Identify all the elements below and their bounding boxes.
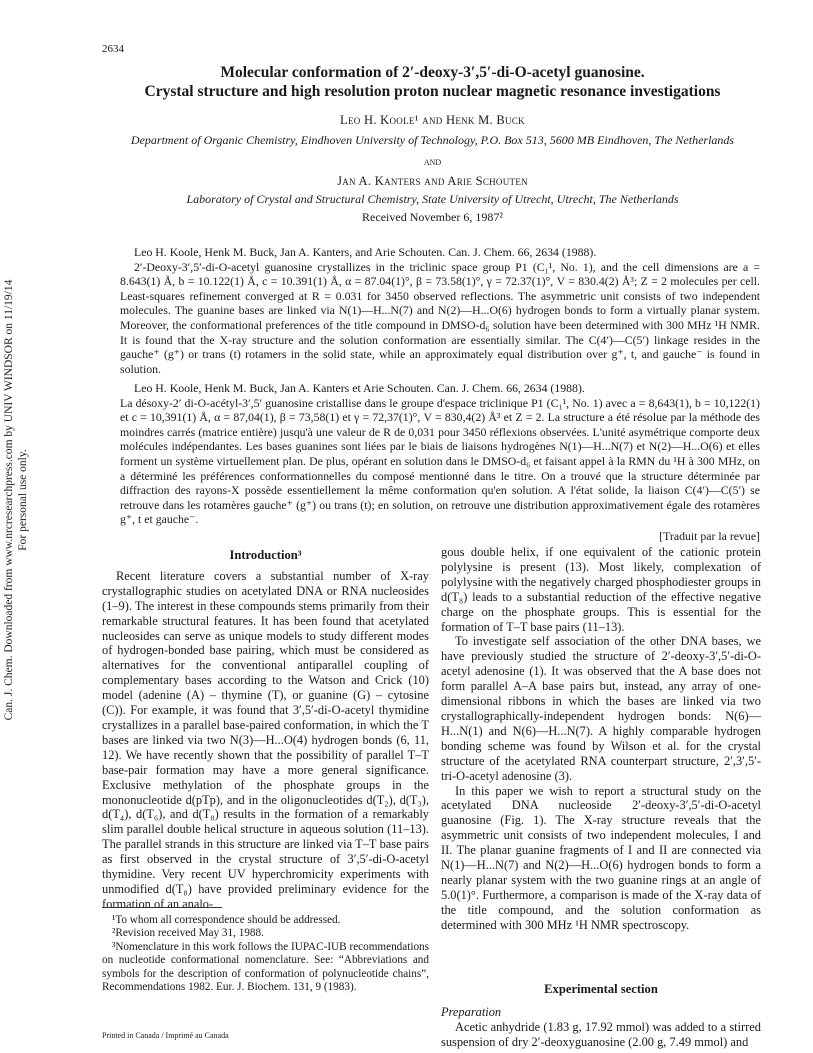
authors-group1: Leo H. Koole¹ and Henk M. Buck xyxy=(340,113,525,127)
title-line1: Molecular conformation of 2′-deoxy-3′,5′-di-O-acetyl guanosine. xyxy=(220,64,645,81)
title-line2: Crystal structure and high resolution proton nuclear magnetic resonance investigations xyxy=(144,83,721,100)
article-header xyxy=(105,63,760,225)
page-number: 2634 xyxy=(102,43,124,55)
download-stamp-line1: Can. J. Chem. Downloaded from www.nrcresearchpress.com by UNIV WINDSOR on 11/19/14 xyxy=(3,279,15,721)
preparation-text: Acetic anhydride (1.83 g, 17.92 mmol) was added to a stirred suspension of dry 2′-deoxyguanosine (2.00 g, 7.49 mmol) and xyxy=(441,1019,761,1049)
intro-paragraph-1-continued: gous double helix, if one equivalent of the cationic protein polylysine is present (13). Most likely, complexation of polylysine with the negatively charged phosphodiester groups in d(T₈) leads to a substantial reduction of the effective negative charge on the phosphate groups. This is essential for the formation of T–T base pairs (11–13). xyxy=(441,545,761,634)
footnote-1: ¹To whom all correspondence should be addressed. xyxy=(112,914,341,926)
preparation-subheading: Preparation xyxy=(441,1004,502,1019)
experimental-section xyxy=(441,982,761,1050)
footnote-2: ²Revision received May 31, 1988. xyxy=(112,927,264,940)
and-separator: and xyxy=(423,156,442,168)
intro-paragraph-2: To investigate self association of the other DNA bases, we have previously studied the structure of 2′-deoxy-3′,5′-di-O-acetyl adenosine (1). It was observed that the A base does not form parallel A–A base pairs but, instead, any array of one-dimensional ribbons in which the bases are linked via two crystallographically-independent hydrogen bonds: N(6)—H...N(1) and N(6)—H...N(7). A highly comparable hydrogen bonding scheme was found by Wilson et al. for the crystal structure of the acetylated RNA counterpart structure, 2′,3′,5′-tri-O-acetyl adenosine (3). xyxy=(441,634,761,783)
experimental-heading: Experimental section xyxy=(544,982,658,996)
abstract-en-citation: Leo H. Koole, Henk M. Buck, Jan A. Kanters, and Arie Schouten. Can. J. Chem. 66, 2634 (1988). xyxy=(134,245,597,259)
article-title xyxy=(105,63,760,101)
printed-in-canada: Printed in Canada / Imprimé au Canada xyxy=(102,1031,229,1040)
introduction-heading: Introduction³ xyxy=(229,548,302,562)
footnote-rule xyxy=(102,907,222,908)
intro-paragraph-1: Recent literature covers a substantial number of X-ray crystallographic studies on acetylated DNA or RNA nucleosides (1–9). The interest in these compounds stems primarily from their remarkable structural features. It has been found that acetylated nucleosides can serve as unique models to study different modes of hydrogen-bonded base pairing, which must be considered as alternatives for the conventional antiparallel coupling of complementary bases according to the Watson and Crick (10) model (adenine (A) – thymine (T), or guanine (G) – cytosine (C)). For example, it was found that 3′,5′-di-O-acetyl thymidine crystallizes in a parallel base-paired conformation, in which the T bases are linked via two N(3)—H...O(4) hydrogen bonds (6, 11, 12). We have recently shown that the possibility of parallel T–T base-pair formation may have a more general significance. Exclusive methylation of the phosphate groups in the mononucleotide d(pTp), and in the oligonucleotides d(T₂), d(T₃), d(T₄), d(T₆), and d(T₈) results in the formation of a remarkably slim parallel double helical structure in aqueous solution (11–13). The parallel strands in this structure are linked via T–T base pairs as first observed in the crystal structure of 3′,5′-di-O-acetyl thymidine. Very recent UV hyperchromicity experiments with unmodified d(T₈) have provided preliminary evidence for the formation of an analo- xyxy=(102,568,429,911)
received-date: Received November 6, 1987² xyxy=(362,210,503,224)
footnote-3: ³Nomenclature in this work follows the IUPAC-IUB recommendations on nucleotide conformational nomenclature. See: “Abbreviations and symbols for the description of conformation of polynucleotide chains”, Recommendations 1982. Eur. J. Biochem. 131, 9 (1983). xyxy=(102,940,429,994)
abstract-english xyxy=(120,245,760,376)
affiliation-utrecht: Laboratory of Crystal and Structural Chemistry, State University of Utrecht, Utrecht, The Netherlands xyxy=(186,192,679,206)
translator-note: [Traduit par la revue] xyxy=(659,528,760,543)
footnotes xyxy=(102,907,429,994)
abstract-en-text: 2′-Deoxy-3′,5′-di-O-acetyl guanosine crystallizes in the triclinic space group P1 (C₁¹, No. 1), and the cell dimensions are a = 8.643(1) Å, b = 10.122(1) Å, c = 10.391(1) Å, α = 87.04(1)°, β = 73.58(1)°, γ = 72.37(1)°, V = 830.4(2) Å³; Z = 2 molecules per cell. Least-squares refinement converged at R = 0.031 for 3450 observed reflections. The asymmetric unit consists of two independent molecules. The guanine bases are linked via N(1)—H...N(7) and N(2)—H...O(6) hydrogen bonds to form a virtually planar system. Moreover, the conformational preferences of the title compound in DMSO-d₆ solution have been determined with 300 MHz ¹H NMR. It is found that the X-ray structure and the solution conformation are essentially similar. The C(4′)—C(5′) linkage resides in the gauche⁺ (g⁺) or trans (t) rotamers in the solid state, while an approximately equal distribution over g⁺, t, and gauche⁻ is found in solution. xyxy=(120,259,760,376)
abstract-fr-text: La désoxy-2′ di-O-acétyl-3′,5′ guanosine cristallise dans le groupe d'espace triclinique P1 (C₁¹, No. 1) avec a = 8,643(1), b = 10,122(1) et c = 10,391(1) Å, α = 87,04(1), β = 73,58(1) et γ = 72,37(1)°, V = 830,4(2) Å³ et Z = 2. La structure a été résolue par la méthode des moindres carrés (matrice entière) jusqu'à une valeur de R de 0,031 pour 3450 réflexions observées. L'unité asymétrique comporte deux molécules indépendantes. Les bases guanines sont liées par le biais de liaisons hydrogènes N(1)—H...N(7) et N(2)—H...O(6) et elles forment un système virtuellement plan. De plus, opérant en solution dans le DMSO-d₆ et faisant appel à la RMN du ¹H à 300 MHz, on a déterminé les préférences conformationnelles du composé mentionné dans le titre. On a trouvé que la structure déterminée par diffraction des rayons-X possède essentiellement la même conformation qu'en solution. A l'état solide, la liaison C(4′)—C(5′) se retrouve dans les rotamères gauche⁺ (g⁺) ou trans (t); en solution, on retrouve une distribution approximativement égale des rotamères g⁺, t et gauche⁻. xyxy=(120,395,760,527)
abstract-fr-citation: Leo H. Koole, Henk M. Buck, Jan A. Kanters et Arie Schouten. Can. J. Chem. 66, 2634 (1988). xyxy=(134,381,585,395)
abstract-french xyxy=(120,381,760,544)
download-stamp-line2: For personal use only. xyxy=(17,449,29,551)
column-left xyxy=(102,548,429,912)
intro-paragraph-3: In this paper we wish to report a structural study on the acetylated DNA nucleoside 2′-deoxy-3′,5′-di-O-acetyl guanosine (Fig. 1). The X-ray structure reveals that the asymmetric unit consists of two independent molecules, I and II. The planar guanine fragments of I and II are connected via N(1)—H...N(7) and N(2)—H...O(6) hydrogen bonds to form a nearly planar system with the two guanine rings at an angle of 5.0(1)°. Furthermore, a comparison is made of the X-ray data of the title compound, and the solution conformation as determined with 300 MHz ¹H NMR spectroscopy. xyxy=(441,783,761,932)
authors-group2: Jan A. Kanters and Arie Schouten xyxy=(337,174,528,188)
column-right xyxy=(441,545,761,933)
download-stamp xyxy=(2,240,30,760)
affiliation-eindhoven: Department of Organic Chemistry, Eindhoven University of Technology, P.O. Box 513, 5600 MB Eindhoven, The Netherlands xyxy=(130,133,735,147)
